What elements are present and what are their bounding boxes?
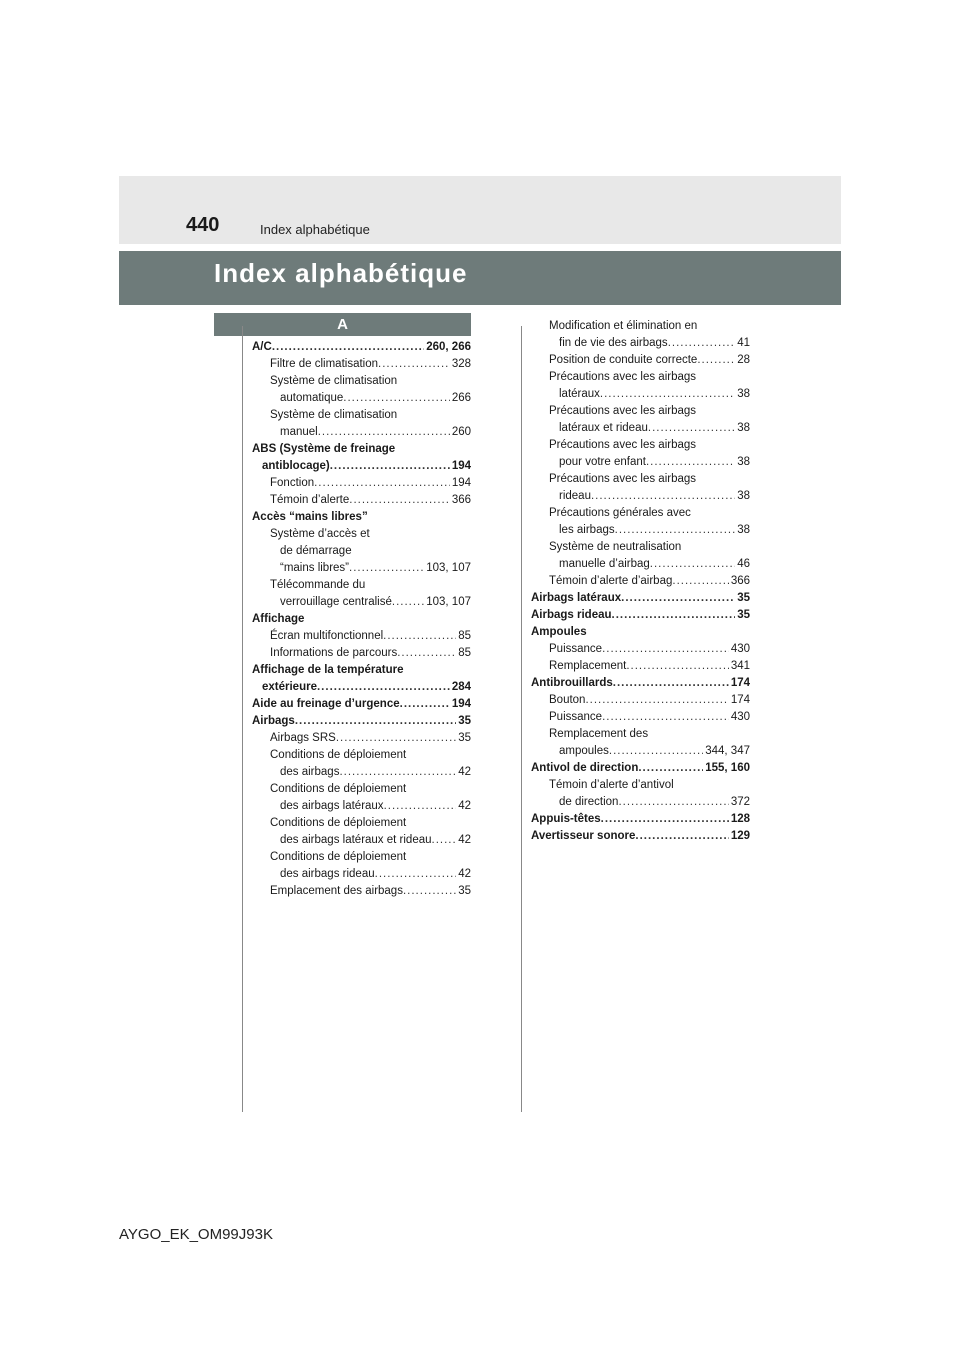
leader-dots (600, 386, 735, 403)
index-entry (531, 488, 750, 505)
entry-text: latéraux (559, 388, 600, 400)
page-reference: 35 (458, 885, 471, 897)
entry-text: des airbags latéraux (280, 800, 384, 812)
index-entry (531, 607, 750, 624)
running-header-title: Index alphabétique (260, 222, 370, 237)
page-reference: 174 (730, 677, 750, 689)
entry-text: Emplacement des airbags (270, 885, 403, 897)
page-reference: 341 (730, 660, 750, 672)
entry-text: Conditions de déploiement (270, 851, 407, 863)
page-reference: 85 (458, 630, 471, 642)
page-reference: 129 (730, 830, 750, 842)
entry-text: Airbags (252, 715, 295, 727)
entry-text: A/C (252, 341, 272, 353)
page-reference: 344, 347 (705, 745, 750, 757)
leader-dots (618, 794, 728, 811)
page-reference: 174 (730, 694, 750, 706)
index-entry (252, 356, 471, 373)
leader-dots (585, 692, 728, 709)
leader-dots (635, 828, 728, 845)
entry-text: Remplacement des (549, 728, 649, 740)
entry-text: “mains libres” (280, 562, 350, 574)
index-column-2 (531, 318, 750, 845)
leader-dots (383, 628, 456, 645)
entry-text: Modification et élimination en (549, 320, 698, 332)
index-entry (252, 849, 471, 866)
leader-dots (339, 764, 456, 781)
page-reference: 366 (730, 575, 750, 587)
entry-text: Appuis-têtes (531, 813, 601, 825)
index-entry (531, 590, 750, 607)
leader-dots (349, 560, 424, 577)
entry-text: Système de climatisation (270, 409, 398, 421)
page-reference: 35 (458, 715, 471, 727)
index-entry (531, 386, 750, 403)
index-entry (252, 475, 471, 492)
entry-text: Précautions générales avec (549, 507, 691, 519)
page-reference: 260, 266 (426, 341, 471, 353)
index-entry (252, 781, 471, 798)
entry-text: Affichage (252, 613, 305, 625)
index-entry (252, 713, 471, 730)
leader-dots (336, 730, 456, 747)
header-band (119, 176, 841, 244)
index-entry (252, 441, 471, 458)
leader-dots (697, 352, 735, 369)
leader-dots (403, 883, 456, 900)
index-entry (252, 798, 471, 815)
leader-dots (330, 458, 450, 475)
entry-text: de direction (559, 796, 619, 808)
entry-text: Ampoules (531, 626, 587, 638)
entry-text: Affichage de la température (252, 664, 404, 676)
entry-text: rideau (559, 490, 591, 502)
index-entry (252, 339, 471, 356)
leader-dots (650, 556, 735, 573)
page-number: 440 (186, 214, 220, 236)
entry-text: Puissance (549, 643, 603, 655)
page-reference: 430 (730, 711, 750, 723)
index-entry (252, 679, 471, 696)
index-entry (531, 454, 750, 471)
index-column-1 (252, 339, 471, 900)
index-entry (531, 539, 750, 556)
page-reference: 28 (737, 354, 750, 366)
index-entry (531, 675, 750, 692)
entry-text: Aide au freinage d’urgence (252, 698, 400, 710)
entry-text: Airbags latéraux (531, 592, 622, 604)
index-entry (531, 505, 750, 522)
entry-text: Bouton (549, 694, 586, 706)
leader-dots (317, 679, 450, 696)
entry-text: Écran multifonctionnel (270, 630, 384, 642)
leader-dots (432, 832, 457, 849)
index-entry (531, 556, 750, 573)
index-entry (252, 577, 471, 594)
entry-text: Accès “mains libres” (252, 511, 368, 523)
index-entry (252, 594, 471, 611)
column-divider-left (242, 326, 243, 1112)
index-entry (252, 373, 471, 390)
index-entry (252, 696, 471, 713)
index-entry (252, 526, 471, 543)
index-entry (252, 764, 471, 781)
entry-text: Système d’accès et (270, 528, 370, 540)
entry-text: Position de conduite correcte (549, 354, 698, 366)
leader-dots (378, 356, 450, 373)
index-entry (252, 628, 471, 645)
entry-text: Système de neutralisation (549, 541, 682, 553)
index-entry (252, 611, 471, 628)
leader-dots (318, 424, 450, 441)
entry-text: Avertisseur sonore (531, 830, 636, 842)
leader-dots (384, 798, 457, 815)
index-entry (252, 560, 471, 577)
index-entry (531, 352, 750, 369)
page-reference: 46 (737, 558, 750, 570)
page-reference: 328 (451, 358, 471, 370)
entry-text: Précautions avec les airbags (549, 405, 697, 417)
entry-text: les airbags (559, 524, 615, 536)
index-entry (252, 832, 471, 849)
leader-dots (397, 645, 456, 662)
index-entry (252, 390, 471, 407)
footer-code: AYGO_EK_OM99J93K (119, 1226, 273, 1243)
page-reference: 41 (737, 337, 750, 349)
index-entry (531, 403, 750, 420)
index-entry (252, 509, 471, 526)
page-title: Index alphabétique (214, 258, 468, 288)
page-reference: 194 (451, 460, 471, 472)
entry-text: Fonction (270, 477, 315, 489)
entry-text: Système de climatisation (270, 375, 398, 387)
entry-text: Télécommande du (270, 579, 366, 591)
index-entry (531, 760, 750, 777)
leader-dots (591, 488, 735, 505)
index-entry (531, 641, 750, 658)
entry-text: automatique (280, 392, 344, 404)
column-divider-right (521, 326, 522, 1112)
leader-dots (392, 594, 424, 611)
index-entry (531, 692, 750, 709)
leader-dots (672, 573, 728, 590)
index-entry (531, 335, 750, 352)
entry-text: manuelle d’airbag (559, 558, 650, 570)
page-reference: 372 (730, 796, 750, 808)
index-entry (252, 492, 471, 509)
entry-text: ABS (Système de freinage (252, 443, 396, 455)
page-reference: 103, 107 (426, 562, 471, 574)
index-entry (531, 743, 750, 760)
page-reference: 35 (737, 592, 750, 604)
leader-dots (375, 866, 457, 883)
leader-dots (601, 811, 729, 828)
index-entry (531, 420, 750, 437)
page-reference: 42 (458, 800, 471, 812)
entry-text: Précautions avec les airbags (549, 473, 697, 485)
leader-dots (609, 743, 703, 760)
index-entry (531, 624, 750, 641)
entry-text: Remplacement (549, 660, 627, 672)
entry-text: Puissance (549, 711, 603, 723)
page-reference: 38 (737, 490, 750, 502)
entry-text: ampoules (559, 745, 609, 757)
page-reference: 35 (737, 609, 750, 621)
page-reference: 430 (730, 643, 750, 655)
leader-dots (349, 492, 450, 509)
entry-text: des airbags rideau (280, 868, 375, 880)
entry-text: Antivol de direction (531, 762, 639, 774)
index-entry (531, 658, 750, 675)
page-reference: 260 (451, 426, 471, 438)
page-reference: 42 (458, 834, 471, 846)
leader-dots (400, 696, 450, 713)
index-entry (531, 522, 750, 539)
entry-text: Témoin d’alerte (270, 494, 350, 506)
index-entry (531, 794, 750, 811)
index-entry (252, 407, 471, 424)
entry-text: Informations de parcours (270, 647, 398, 659)
entry-text: fin de vie des airbags (559, 337, 668, 349)
entry-text: Précautions avec les airbags (549, 371, 697, 383)
entry-text: des airbags latéraux et rideau (280, 834, 432, 846)
page-reference: 155, 160 (705, 762, 750, 774)
entry-text: pour votre enfant (559, 456, 646, 468)
index-entry (252, 543, 471, 560)
page-reference: 194 (451, 698, 471, 710)
index-entry (252, 747, 471, 764)
index-entry (531, 369, 750, 386)
index-entry (252, 424, 471, 441)
entry-text: extérieure (262, 681, 317, 693)
index-entry (531, 437, 750, 454)
page-reference: 266 (451, 392, 471, 404)
page-reference: 42 (458, 868, 471, 880)
entry-text: Précautions avec les airbags (549, 439, 697, 451)
leader-dots (668, 335, 736, 352)
page-reference: 38 (737, 422, 750, 434)
entry-text: Conditions de déploiement (270, 783, 407, 795)
index-entry (531, 726, 750, 743)
leader-dots (613, 675, 729, 692)
page-reference: 38 (737, 456, 750, 468)
leader-dots (626, 658, 728, 675)
index-entry (531, 709, 750, 726)
page-reference: 42 (458, 766, 471, 778)
page-reference: 194 (451, 477, 471, 489)
page-reference: 103, 107 (426, 596, 471, 608)
index-entry (252, 883, 471, 900)
entry-text: Airbags rideau (531, 609, 612, 621)
leader-dots (602, 641, 729, 658)
leader-dots (602, 709, 729, 726)
entry-text: manuel (280, 426, 318, 438)
entry-text: des airbags (280, 766, 340, 778)
page-reference: 284 (451, 681, 471, 693)
leader-dots (314, 475, 450, 492)
index-entry (252, 866, 471, 883)
leader-dots (621, 590, 735, 607)
leader-dots (638, 760, 703, 777)
index-entry (531, 318, 750, 335)
entry-text: Airbags SRS (270, 732, 336, 744)
page-reference: 38 (737, 388, 750, 400)
entry-text: Témoin d’alerte d’airbag (549, 575, 673, 587)
leader-dots (295, 713, 456, 730)
index-entry (531, 471, 750, 488)
leader-dots (615, 522, 736, 539)
index-entry (252, 815, 471, 832)
page-reference: 35 (458, 732, 471, 744)
leader-dots (648, 420, 735, 437)
letter-heading: A (214, 313, 471, 336)
index-entry (252, 662, 471, 679)
leader-dots (612, 607, 736, 624)
entry-text: Antibrouillards (531, 677, 613, 689)
page-reference: 128 (730, 813, 750, 825)
index-entry (252, 458, 471, 475)
index-entry (252, 730, 471, 747)
index-entry (531, 811, 750, 828)
entry-text: Conditions de déploiement (270, 817, 407, 829)
entry-text: Conditions de déploiement (270, 749, 407, 761)
index-entry (531, 777, 750, 794)
entry-text: verrouillage centralisé (280, 596, 392, 608)
page-reference: 38 (737, 524, 750, 536)
leader-dots (343, 390, 450, 407)
index-entry (531, 828, 750, 845)
entry-text: de démarrage (280, 545, 352, 557)
entry-text: antiblocage) (262, 460, 330, 472)
leader-dots (272, 339, 424, 356)
entry-text: Filtre de climatisation (270, 358, 379, 370)
index-entry (531, 573, 750, 590)
page-reference: 85 (458, 647, 471, 659)
page-reference: 366 (451, 494, 471, 506)
leader-dots (646, 454, 735, 471)
index-entry (252, 645, 471, 662)
entry-text: Témoin d’alerte d’antivol (549, 779, 674, 791)
entry-text: latéraux et rideau (559, 422, 648, 434)
